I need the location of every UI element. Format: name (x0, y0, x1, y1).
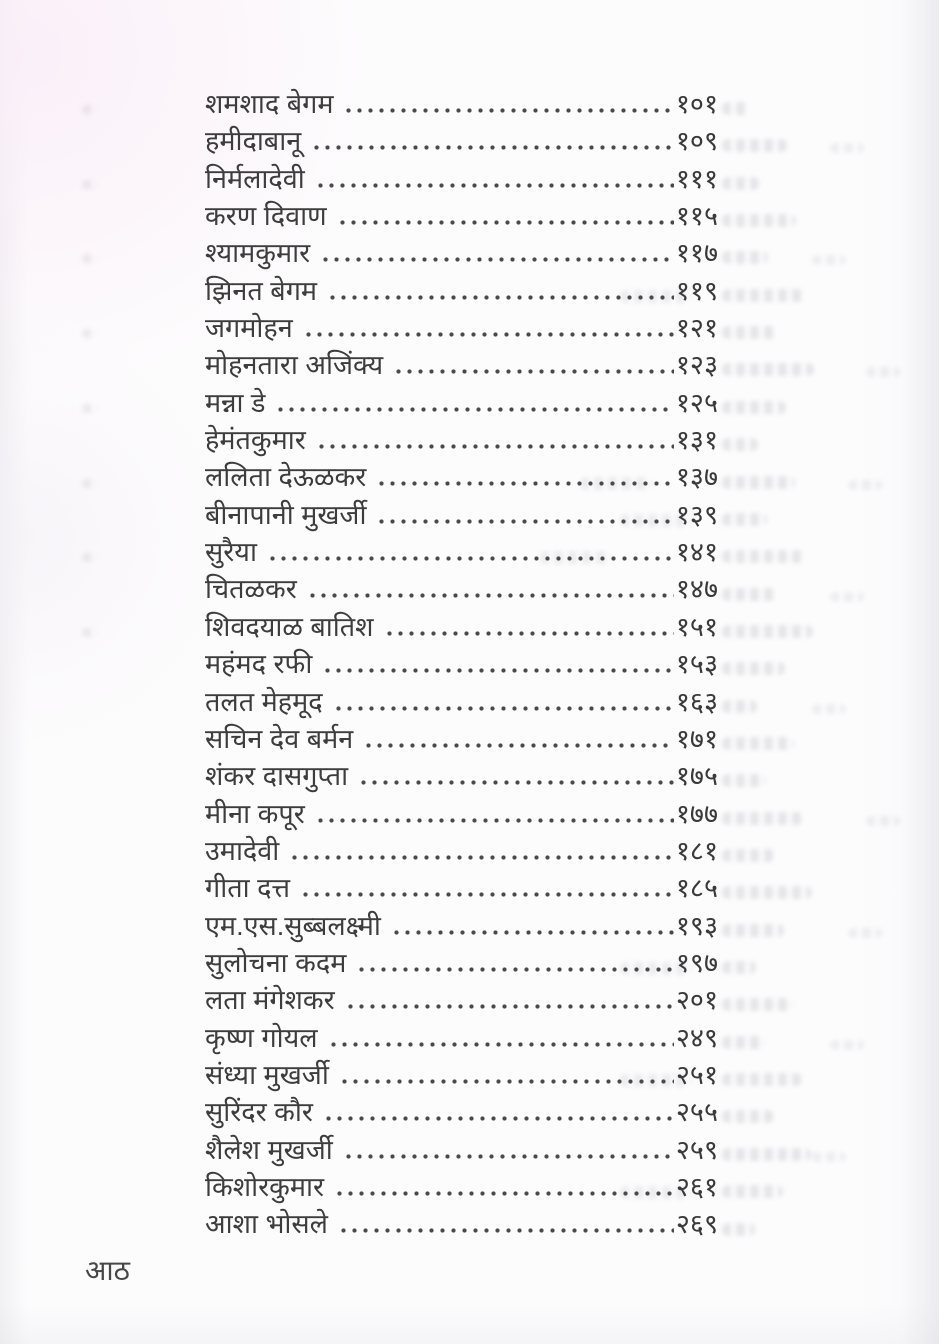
artist-name: शैलेश मुखर्जी (205, 1134, 333, 1165)
artist-name: शमशाद बेगम (205, 89, 334, 119)
bleedthrough-smudge (722, 812, 803, 825)
toc-entry (205, 1169, 718, 1206)
bleedthrough-smudge (82, 329, 97, 338)
page-number: १७१ (675, 723, 718, 754)
artist-name: श्यामकुमार (205, 238, 311, 269)
bleedthrough-smudge (812, 1152, 846, 1162)
page-number: १२५ (675, 387, 718, 418)
dotted-leader (322, 668, 674, 673)
artist-name: हेमंतकुमार (205, 425, 306, 456)
dotted-leader (343, 108, 673, 113)
page-number: १९७ (675, 947, 718, 978)
bleedthrough-smudge (82, 404, 97, 413)
page-number: १७५ (675, 761, 718, 792)
artist-name: गीता दत्त (205, 873, 291, 904)
artist-name: करण दिवाण (205, 201, 327, 232)
dotted-leader (327, 295, 674, 300)
toc-entry (205, 123, 718, 160)
dotted-leader (311, 145, 674, 150)
page-number: १२१ (675, 313, 718, 344)
page-number: १३९ (675, 499, 718, 530)
page-number: २६९ (675, 1209, 718, 1240)
bleedthrough-smudge (722, 700, 757, 713)
toc-entry (205, 945, 718, 982)
artist-name: संध्या मुखर्जी (205, 1059, 329, 1090)
artist-name: किशोरकुमार (205, 1171, 325, 1202)
dotted-leader (393, 369, 674, 374)
toc-entry (205, 1020, 718, 1057)
page-number: २०१ (675, 985, 718, 1016)
toc-entry (205, 497, 718, 534)
bleedthrough-smudge (722, 1073, 802, 1086)
bleedthrough-smudge (82, 180, 97, 189)
page-number: २५९ (675, 1134, 718, 1165)
bleedthrough-smudge (848, 928, 882, 938)
artist-name: तलत मेहमूद (205, 686, 323, 717)
artist-name: उमादेवी (205, 835, 280, 866)
bleedthrough-smudge (722, 214, 796, 227)
page-number: १४१ (675, 537, 718, 568)
toc-entry (205, 609, 718, 646)
dotted-leader (339, 1079, 674, 1084)
page-number: १०१ (675, 89, 718, 119)
page-number: ११७ (675, 238, 718, 269)
bleedthrough-smudge (722, 1185, 783, 1198)
artist-name: जगमोहन (205, 313, 293, 344)
bleedthrough-smudge (722, 774, 766, 787)
page-number: १११ (675, 163, 718, 194)
dotted-leader (391, 930, 674, 935)
toc-entry (205, 833, 718, 870)
artist-name: ललिता देऊळकर (205, 462, 367, 493)
artist-name: सुलोचना कदम (205, 947, 347, 978)
bleedthrough-smudge (722, 102, 750, 115)
page-number: १५१ (675, 611, 718, 642)
artist-name: निर्मलादेवी (205, 163, 305, 194)
artist-name: महंमद रफी (205, 649, 313, 680)
page-number: ११९ (675, 275, 718, 306)
artist-name: मोहनतारा अजिंक्य (205, 350, 384, 381)
dotted-leader (356, 967, 673, 972)
dotted-leader (358, 780, 674, 785)
dotted-leader (315, 183, 674, 188)
dotted-leader (328, 1042, 674, 1047)
artist-name: कृष्ण गोयल (205, 1022, 318, 1053)
toc-entry (205, 1057, 718, 1094)
dotted-leader (267, 556, 674, 561)
toc-entry (205, 796, 718, 833)
bleedthrough-smudge (722, 550, 804, 563)
toc-entry (205, 684, 718, 721)
page-number: २६१ (675, 1171, 718, 1202)
page-number: २५५ (675, 1097, 718, 1128)
page-number: १८५ (675, 873, 718, 904)
bleedthrough-smudge (848, 480, 882, 490)
bleedthrough-smudge (82, 553, 97, 562)
bleedthrough-smudge (722, 326, 777, 339)
page-number: ११५ (675, 201, 718, 232)
page-number: १०९ (675, 126, 718, 157)
dotted-leader (289, 855, 674, 860)
dotted-leader (334, 1191, 674, 1196)
page-number: १५३ (675, 649, 718, 680)
toc-entry (205, 198, 718, 235)
toc-entry (205, 758, 718, 795)
page-number: १३१ (675, 425, 718, 456)
toc-entry (205, 235, 718, 272)
toc-entry (205, 459, 718, 496)
page-number: १२३ (675, 350, 718, 381)
dotted-leader (384, 631, 674, 636)
dotted-leader (376, 481, 674, 486)
bleedthrough-smudge (722, 177, 759, 190)
bleedthrough-smudge (722, 886, 812, 899)
toc-entry (205, 908, 718, 945)
toc-entry (205, 1206, 718, 1243)
artist-name: सचिन देव बर्मन (205, 723, 354, 754)
bleedthrough-smudge (722, 1148, 811, 1161)
artist-name: सुरिंदर कौर (205, 1097, 313, 1128)
toc-entry (205, 870, 718, 907)
dotted-leader (333, 706, 674, 711)
dotted-leader (337, 220, 674, 225)
page-number: १९३ (675, 910, 718, 941)
bleedthrough-smudge (722, 998, 793, 1011)
toc-entry (205, 1094, 718, 1131)
artist-name: शिवदयाळ बातिश (205, 611, 374, 642)
bleedthrough-smudge (866, 367, 900, 377)
bleedthrough-smudge (82, 105, 97, 114)
artist-name: मन्ना डे (205, 387, 266, 418)
toc-entry (205, 161, 718, 198)
dotted-leader (320, 257, 674, 262)
toc-entry (205, 646, 718, 683)
bleedthrough-smudge (866, 816, 900, 826)
bleedthrough-smudge (722, 625, 813, 638)
bleedthrough-smudge (82, 254, 97, 263)
dotted-leader (303, 332, 674, 337)
dotted-leader (343, 1154, 674, 1159)
bleedthrough-smudge (722, 1223, 755, 1236)
bleedthrough-smudge (722, 438, 758, 451)
toc-entry (205, 1132, 718, 1169)
bleedthrough-smudge (722, 849, 775, 862)
bleedthrough-smudge (82, 628, 97, 637)
bleedthrough-smudge (722, 588, 776, 601)
toc-entry (205, 385, 718, 422)
artist-name: झिनत बेगम (205, 275, 318, 306)
dotted-leader (376, 519, 673, 524)
dotted-leader (345, 1004, 674, 1009)
bleedthrough-smudge (722, 289, 805, 302)
page-number: १६३ (675, 686, 718, 717)
artist-name: लता मंगेशकर (205, 985, 335, 1016)
bleedthrough-smudge (722, 513, 767, 526)
table-of-contents (205, 86, 718, 1244)
bleedthrough-smudge (722, 1110, 774, 1123)
dotted-leader (338, 1228, 674, 1233)
bleedthrough-smudge (82, 479, 97, 488)
toc-entry (205, 422, 718, 459)
dotted-leader (300, 892, 674, 897)
bleedthrough-smudge (830, 1040, 864, 1050)
bleedthrough-smudge (722, 401, 786, 414)
bleedthrough-smudge (722, 1036, 765, 1049)
page-number: १८१ (675, 835, 718, 866)
dotted-leader (315, 818, 674, 823)
bleedthrough-smudge (722, 363, 814, 376)
page-number-footer: आठ (85, 1255, 130, 1286)
dotted-leader (307, 593, 674, 598)
bleedthrough-smudge (722, 251, 768, 264)
dotted-leader (316, 444, 674, 449)
toc-entry (205, 86, 718, 123)
toc-entry (205, 273, 718, 310)
bleedthrough-smudge (830, 592, 864, 602)
artist-name: हमीदाबानू (205, 126, 302, 157)
page-number: १७७ (675, 798, 718, 829)
dotted-leader (363, 743, 674, 748)
bleedthrough-smudge (722, 924, 784, 937)
artist-name: चितळकर (205, 574, 297, 605)
bleedthrough-smudge (722, 139, 787, 152)
toc-entry (205, 571, 718, 608)
bleedthrough-smudge (722, 737, 794, 750)
artist-name: शंकर दासगुप्ता (205, 761, 349, 792)
bleedthrough-smudge (830, 143, 864, 153)
toc-entry (205, 347, 718, 384)
artist-name: मीना कपूर (205, 798, 305, 829)
page-number: २५१ (675, 1059, 718, 1090)
page-number: २४९ (675, 1022, 718, 1053)
toc-entry (205, 534, 718, 571)
toc-entry (205, 721, 718, 758)
page-number: १४७ (675, 574, 718, 605)
bleedthrough-smudge (812, 704, 846, 714)
dotted-leader (275, 407, 673, 412)
artist-name: बीनापानी मुखर्जी (205, 499, 367, 530)
artist-name: सुरैया (205, 537, 257, 568)
toc-entry (205, 310, 718, 347)
artist-name: आशा भोसले (205, 1209, 328, 1240)
bleedthrough-smudge (722, 476, 795, 489)
page-number: १३७ (675, 462, 718, 493)
bleedthrough-smudge (722, 961, 756, 974)
toc-entry (205, 982, 718, 1019)
dotted-leader (323, 1116, 674, 1121)
artist-name: एम.एस.सुब्बलक्ष्मी (205, 910, 381, 941)
bleedthrough-smudge (722, 662, 785, 675)
bleedthrough-smudge (812, 255, 846, 265)
